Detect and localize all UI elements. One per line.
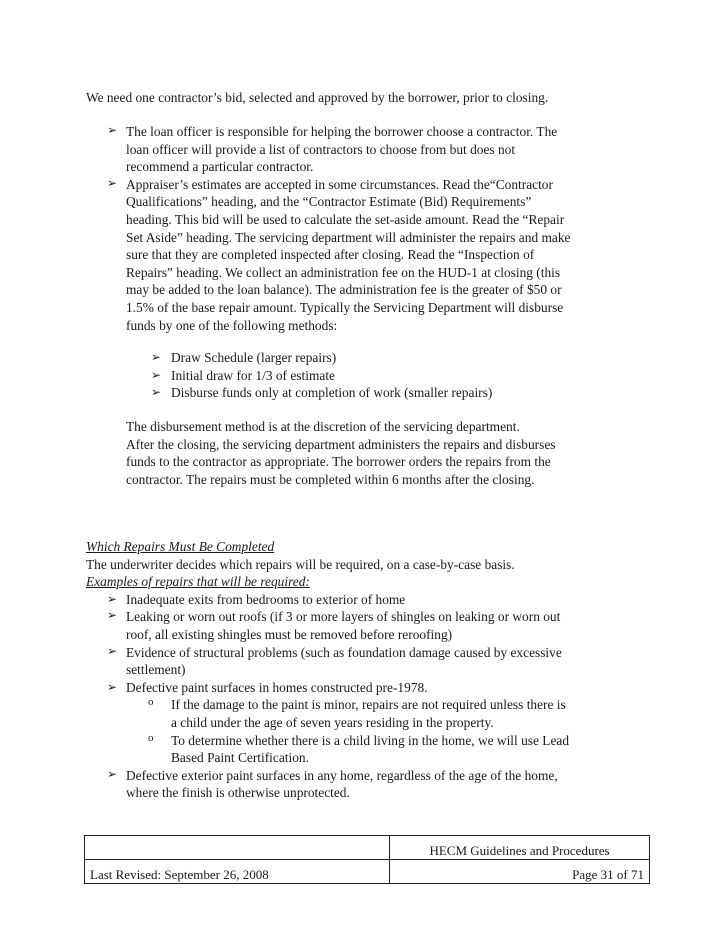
bullet-appraiser-estimates: ➢ Appraiser’s estimates are accepted in some circumstances. Read the“Contractor Qualifications” heading, and the “Contractor Estimate (Bid) Requirements” heading. This bid will be used to calculate the set-aside amount. Read the “Repair Set Aside” heading. The servicing department will administer the repairs and make sure that they are completed inspected after closing. Read the “Inspection of Repairs” heading. We collect an administration fee on the HUD-1 at closing (this may be added to the loan balance). The administration fee is the greater of $50 or 1.5% of the base repair amount. Typically the Servicing Department will disburse funds by one of the following methods: [107, 175, 571, 333]
footer-empty-cell [85, 836, 390, 860]
sub-item-minor-damage: o If the damage to the paint is minor, repairs are not required unless there is a child under the age of seven years residing in the property. [148, 696, 566, 730]
intro-paragraph: We need one contractor’s bid, selected and approved by the borrower, prior to closing. [86, 90, 549, 105]
repair-item-paint-pre1978: ➢ Defective paint surfaces in homes constructed pre-1978. [107, 679, 428, 695]
section-intro: The underwriter decides which repairs will be required, on a case-by-case basis. [86, 556, 515, 572]
repairs-section [86, 538, 646, 802]
footer-last-revised: Last Revised: September 26, 2008 [85, 860, 390, 884]
method-disburse-at-completion: ➢ Disburse funds only at completion of work (smaller repairs) [151, 385, 493, 401]
repair-item-bedroom-exits: ➢ Inadequate exits from bedrooms to exterior of home [107, 591, 406, 607]
section-title: Which Repairs Must Be Completed [86, 539, 275, 554]
repair-item-exterior-paint: ➢ Defective exterior paint surfaces in any home, regardless of the age of the home, where the finish is otherwise unprotected. [107, 766, 558, 801]
footer-page-number: Page 31 of 71 [390, 860, 650, 884]
method-initial-draw: ➢ Initial draw for 1/3 of estimate [151, 367, 335, 383]
method-draw-schedule: ➢ Draw Schedule (larger repairs) [151, 350, 337, 365]
arrow-bullet-icon: ➢ [107, 123, 118, 137]
contractor-bullets [86, 123, 646, 334]
arrow-bullet-icon: ➢ [107, 643, 118, 658]
arrow-bullet-icon: ➢ [107, 591, 118, 606]
circle-bullet-icon: o [148, 696, 154, 709]
disbursement-paragraph: The disbursement method is at the discretion of the servicing department. After the closing, the servicing department administers the repairs and disburses funds to the contractor as appropriate. The borrower orders the repairs from the contractor. The repairs must be completed within 6 months after the closing. [126, 419, 556, 487]
circle-bullet-icon: o [148, 731, 154, 744]
arrow-bullet-icon: ➢ [151, 385, 162, 400]
page-footer [84, 835, 650, 884]
examples-label: Examples of repairs that will be required: [86, 574, 310, 590]
sub-item-lead-certification: o To determine whether there is a child living in the home, we will use Lead Based Paint Certification. [148, 731, 570, 766]
arrow-bullet-icon: ➢ [151, 367, 162, 382]
arrow-bullet-icon: ➢ [107, 679, 118, 694]
disbursement-methods [86, 349, 646, 402]
arrow-bullet-icon: ➢ [107, 175, 118, 190]
bullet-loan-officer: ➢ The loan officer is responsible for helping the borrower choose a contractor. The loan officer will provide a list of contractors to choose from but does not recommend a particular contractor. [107, 123, 558, 175]
arrow-bullet-icon: ➢ [107, 608, 118, 623]
arrow-bullet-icon: ➢ [151, 350, 162, 364]
arrow-bullet-icon: ➢ [107, 766, 118, 781]
footer-doc-title: HECM Guidelines and Procedures [390, 836, 650, 860]
repair-item-roofs: ➢ Leaking or worn out roofs (if 3 or more layers of shingles on leaking or worn out roof, all existing shingles must be removed before reroofing) [107, 608, 561, 642]
repair-item-structural: ➢ Evidence of structural problems (such as foundation damage caused by excessive settlement) [107, 643, 562, 678]
